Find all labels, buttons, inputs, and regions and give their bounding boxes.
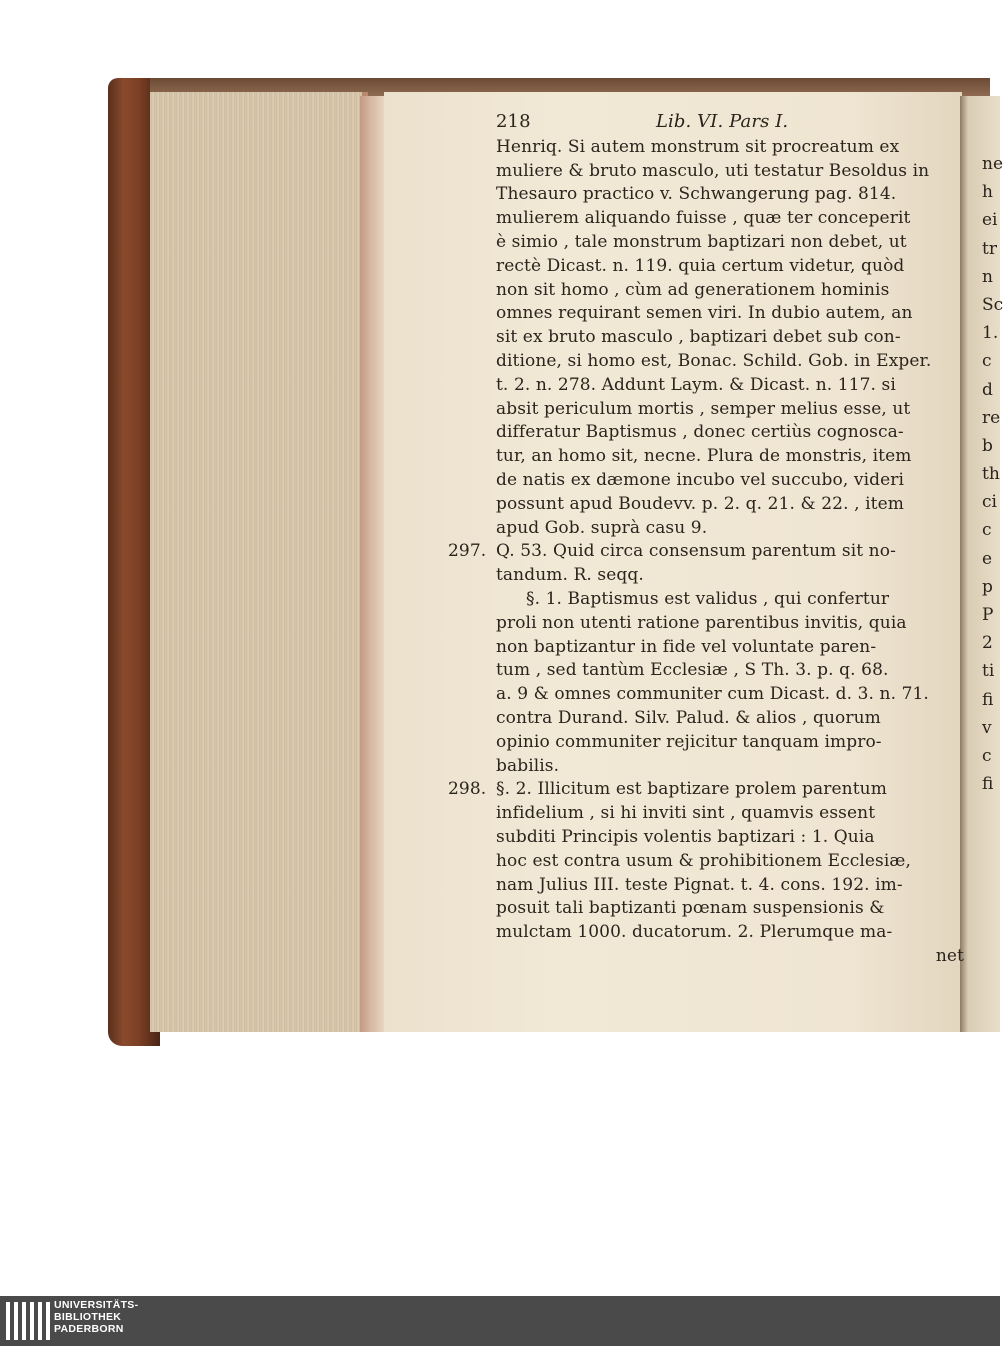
text-line: absit periculum mortis , semper melius esse, ut (496, 398, 911, 419)
text-line: tur, an homo sit, necne. Plura de monstris, item (496, 446, 912, 467)
text-line: opinio communiter rejicitur tanquam impro- (496, 731, 882, 752)
facing-page-text (982, 150, 1003, 798)
text-line: a. 9 & omnes communiter cum Dicast. d. 3. n. 71. (496, 684, 929, 705)
text-line: nam Julius III. teste Pignat. t. 4. cons. 192. im- (496, 874, 903, 895)
section-number: 297. (448, 541, 487, 562)
text-line: non sit homo , cùm ad generationem hominis (496, 279, 890, 300)
facing-page-fragment: Sc (982, 294, 1003, 315)
text-line: Thesauro practico v. Schwangerung pag. 814. (496, 184, 897, 205)
text-line: mulierem aliquando fuisse , quæ ter conceperit (496, 208, 911, 229)
text-line: tum , sed tantùm Ecclesiæ , S Th. 3. p. q. 68. (496, 660, 889, 681)
facing-page-fragment: fi (982, 689, 994, 710)
facing-page-fragment: fi (982, 774, 994, 795)
page-text (448, 110, 964, 969)
facing-page-fragment: 2 (982, 633, 993, 654)
section-297 (448, 540, 964, 588)
text-line: §. 1. Baptismus est validus , qui confertur (526, 588, 890, 609)
body-paragraph (496, 136, 964, 541)
text-line: sit ex bruto masculo , baptizari debet sub con- (496, 327, 901, 348)
text-line: contra Durand. Silv. Palud. & alios , quorum (496, 707, 881, 728)
text-line: babilis. (496, 755, 560, 776)
facing-page-fragment: tr (982, 238, 997, 259)
text-line: §. 2. Illicitum est baptizare prolem parentum (496, 779, 887, 800)
facing-page-fragment: d (982, 379, 993, 400)
facing-page-fragment: e (982, 548, 993, 569)
facing-page-fragment: th (982, 464, 1000, 485)
text-line: Q. 53. Quid circa consensum parentum sit no- (496, 541, 896, 562)
text-line: mulctam 1000. ducatorum. 2. Plerumque ma- (496, 922, 893, 943)
page-edges (150, 92, 368, 1032)
text-line: infidelium , si hi inviti sint , quamvis essent (496, 803, 876, 824)
library-logo-text: UNIVERSITÄTS- BIBLIOTHEK PADERBORN (54, 1299, 139, 1335)
section-number: 298. (448, 779, 487, 800)
facing-page-fragment: ti (982, 661, 995, 682)
running-header (496, 110, 964, 134)
facing-page-fragment: c (982, 745, 992, 766)
page-gutter (360, 96, 386, 1032)
facing-page-fragment: ne (982, 154, 1003, 174)
text-line: subditi Principis volentis baptizari : 1. Quia (496, 826, 875, 847)
text-line: muliere & bruto masculo, uti testatur Besoldus in (496, 160, 930, 181)
text-line: posuit tali baptizanti pœnam suspensionis & (496, 898, 885, 919)
facing-page-fragment: re (982, 407, 1001, 428)
text-line: è simio , tale monstrum baptizari non debet, ut (496, 231, 907, 252)
section-297-paragraph (496, 588, 964, 778)
text-line: de natis ex dæmone incubo vel succubo, videri (496, 469, 905, 490)
library-footer (0, 1296, 1000, 1346)
facing-page-fragment: b (982, 435, 993, 456)
running-title: Lib. VI. Pars I. (656, 111, 789, 132)
page-number: 218 (496, 111, 531, 132)
facing-page-fragment: n (982, 266, 993, 287)
facing-page-fragment: 1. (982, 323, 999, 344)
text-line: rectè Dicast. n. 119. quia certum videtur, quòd (496, 255, 905, 276)
section-298 (448, 778, 964, 945)
facing-page-fragment: c (982, 351, 992, 372)
catchword: net (935, 945, 964, 966)
text-line: possunt apud Boudevv. p. 2. q. 21. & 22. , item (496, 493, 904, 514)
text-line: non baptizantur in fide vel voluntate paren- (496, 636, 877, 657)
text-line: proli non utenti ratione parentibus invitis, quia (496, 612, 907, 633)
facing-page-fragment: c (982, 520, 992, 541)
text-line: differatur Baptismus , donec certiùs cognosca- (496, 422, 904, 443)
text-line: Henriq. Si autem monstrum sit procreatum ex (496, 136, 900, 157)
facing-page-fragment: ci (982, 492, 997, 513)
text-line: t. 2. n. 278. Addunt Laym. & Dicast. n. 117. si (496, 374, 896, 395)
facing-page-fragment: p (982, 576, 993, 597)
text-line: omnes requirant semen viri. In dubio autem, an (496, 303, 913, 324)
text-line: hoc est contra usum & prohibitionem Ecclesiæ, (496, 850, 911, 871)
text-line: apud Gob. suprà casu 9. (496, 517, 708, 538)
facing-page-fragment: h (982, 182, 993, 203)
facing-page-fragment: v (982, 717, 992, 738)
text-line: ditione, si homo est, Bonac. Schild. Gob. in Exper. (496, 350, 932, 371)
library-logo-icon (6, 1302, 50, 1340)
facing-page-fragment: P (982, 605, 994, 625)
text-line: tandum. R. seqq. (496, 565, 644, 586)
facing-page-fragment: ei (982, 210, 998, 231)
